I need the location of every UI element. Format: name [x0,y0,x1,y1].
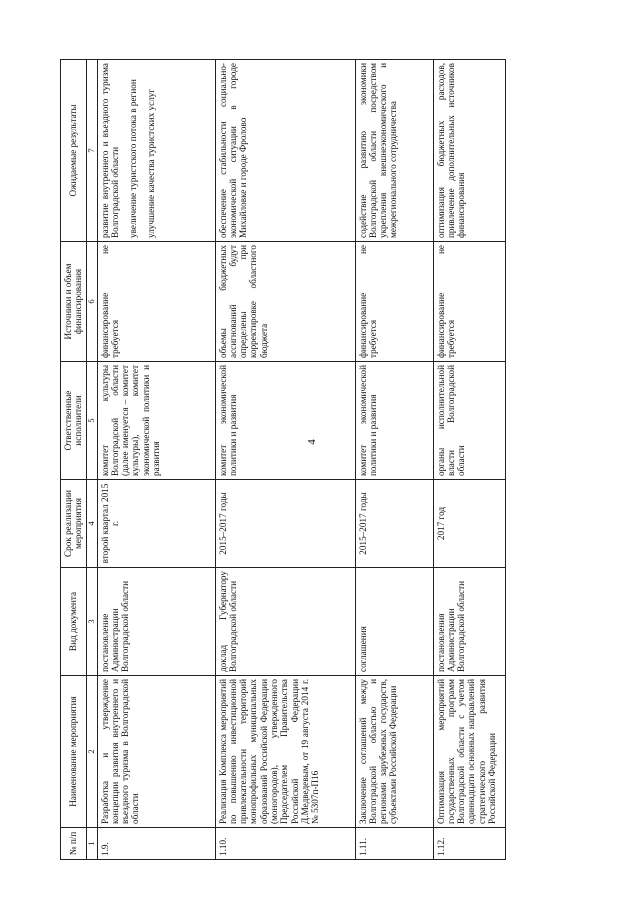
row-number: 1.9. [97,828,215,860]
table-row [433,60,505,860]
header-number-row [86,60,97,860]
table-row [215,60,355,860]
rotated-table-container [60,10,620,860]
header-num: 3 [86,568,97,676]
result-item: оптимизация бюджетных расходов, привлечение дополнительных источников финансирования [435,63,467,238]
row-name: Разработка и утверждение концепции развития внутреннего и въездного туризма в Волгоградской области [97,676,215,828]
header-executors: Ответственные исполнители [61,362,87,480]
row-name: Заключение соглашений между Волгоградской областью и регионами зарубежных государств, субъектами Российской Федерации [355,676,433,828]
row-finance: финансирование не требуется [433,242,505,362]
header-num: 5 [86,362,97,480]
row-executors: комитет экономической политики и развития [355,362,433,480]
header-finance: Источники и объем финансирования [61,242,87,362]
header-no: № п/п [61,828,87,860]
row-doc: доклад Губернатору Волгоградской области [215,568,355,676]
result-item: увеличение туристского потока в регион [128,79,139,238]
plan-table [60,59,506,860]
row-number: 1.11. [355,828,433,860]
result-item: улучшение качества туристских услуг [146,88,157,238]
row-finance: финансирование не требуется [355,242,433,362]
result-item: обеспечение стабильности социально-экономической ситуации в городе Михайловке и городе Фролово [217,63,249,238]
row-name: Реализация Комплекса мероприятий по повышению инвестиционной привлекательности территорий монопрофильных муниципальных образований Российской Федерации (моногородов), утвержденного Председателем Правительства Российской Федерации Д.Медведевым, от 19 августа 2014 г. № 5307п-П16 [215,676,355,828]
result-item: содействие развитию экономики Волгоградской области посредством укрепления внешнеэкономического и межрегионального сотрудничества [357,63,399,238]
row-executors: комитет экономической политики и развития [215,362,355,480]
row-finance: объемы бюджетных ассигнований будут определены при корректировке областного бюджета [215,242,355,362]
header-term: Срок реализации мероприятия [61,480,87,568]
row-name: Оптимизация мероприятий государственных программ Волгоградской области с учетом одиннадцати основных направлений стратегического развития Российской Федерации [433,676,505,828]
row-doc: соглашения [355,568,433,676]
row-term: второй квартал 2015 г. [97,480,215,568]
table-row [355,60,433,860]
row-term: 2017 год [433,480,505,568]
row-results [215,60,355,242]
row-results [355,60,433,242]
row-number: 1.10. [215,828,355,860]
row-term: 2015–2017 годы [215,480,355,568]
header-doc: Вид документа [61,568,87,676]
header-num: 1 [86,828,97,860]
header-row [61,60,87,860]
row-finance: финансирование не требуется [97,242,215,362]
row-term: 2015–2017 годы [355,480,433,568]
row-results [433,60,505,242]
row-doc: постановление Администрации Волгоградской области [97,568,215,676]
row-doc: постановления Администрации Волгоградской области [433,568,505,676]
row-number: 1.12. [433,828,505,860]
header-results: Ожидаемые результаты [61,60,87,242]
row-results [97,60,215,242]
table-row [97,60,215,860]
header-num: 6 [86,242,97,362]
page-number: 4 [306,439,318,445]
row-executors: органы исполнительной власти Волгоградской области [433,362,505,480]
header-num: 2 [86,676,97,828]
result-item: развитие внутреннего и въездного туризма Волгоградской области [99,63,120,238]
header-num: 7 [86,60,97,242]
header-num: 4 [86,480,97,568]
header-name: Наименование мероприятия [61,676,87,828]
row-executors: комитет культуры Волгоградской области (далее именуется – комитет культуры), комитет экономической политики и развития [97,362,215,480]
